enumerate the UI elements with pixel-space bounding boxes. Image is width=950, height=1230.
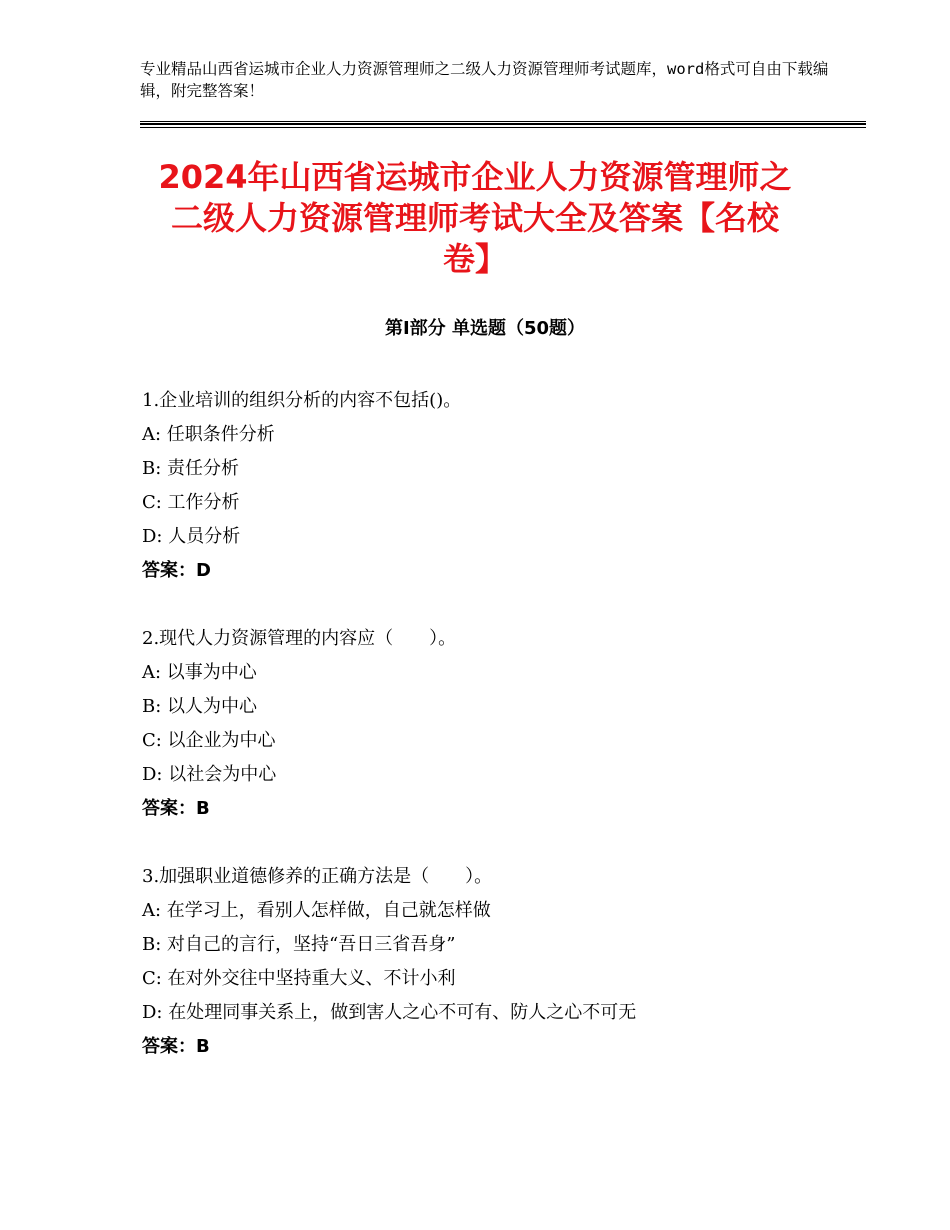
option-b: B: 对自己的言行，坚持“吾日三省吾身” xyxy=(142,934,456,955)
option-a: A: 以事为中心 xyxy=(142,662,257,683)
title-line-1: 2024年山西省运城市企业人力资源管理师之 xyxy=(158,158,792,196)
header-rule-top xyxy=(140,121,866,122)
question-2 xyxy=(142,622,882,826)
option-c: C: 工作分析 xyxy=(142,492,240,513)
option-d: D: 人员分析 xyxy=(142,526,241,547)
option-a: A: 在学习上，看别人怎样做，自己就怎样做 xyxy=(142,900,491,921)
option-c: C: 以企业为中心 xyxy=(142,730,276,751)
question-1 xyxy=(142,384,882,588)
title-line-3: 卷】 xyxy=(442,240,507,278)
answer: 答案：D xyxy=(142,560,211,581)
header-rule-bottom xyxy=(140,127,866,128)
answer: 答案：B xyxy=(142,798,210,819)
document-title xyxy=(130,157,820,280)
answer: 答案：B xyxy=(142,1036,210,1057)
title-line-2: 二级人力资源管理师考试大全及答案【名校 xyxy=(170,199,779,237)
option-b: B: 以人为中心 xyxy=(142,696,258,717)
option-d: D: 在处理同事关系上，做到害人之心不可有、防人之心不可无 xyxy=(142,1002,637,1023)
option-b: B: 责任分析 xyxy=(142,458,240,479)
question-stem: 2.现代人力资源管理的内容应（ ）。 xyxy=(142,628,457,649)
option-c: C: 在对外交往中坚持重大义、不计小利 xyxy=(142,968,456,989)
option-d: D: 以社会为中心 xyxy=(142,764,277,785)
question-stem: 1.企业培训的组织分析的内容不包括()。 xyxy=(142,390,462,411)
option-a: A: 任职条件分析 xyxy=(142,424,275,445)
section-title: 第Ⅰ部分 单选题（50题） xyxy=(384,318,585,339)
header-note: 专业精品山西省运城市企业人力资源管理师之二级人力资源管理师考试题库，word格式可自由下载编辑，附完整答案！ xyxy=(140,60,829,100)
header-rule-thick xyxy=(140,123,866,125)
question-stem: 3.加强职业道德修养的正确方法是（ ）。 xyxy=(142,866,493,887)
question-3 xyxy=(142,860,882,1064)
